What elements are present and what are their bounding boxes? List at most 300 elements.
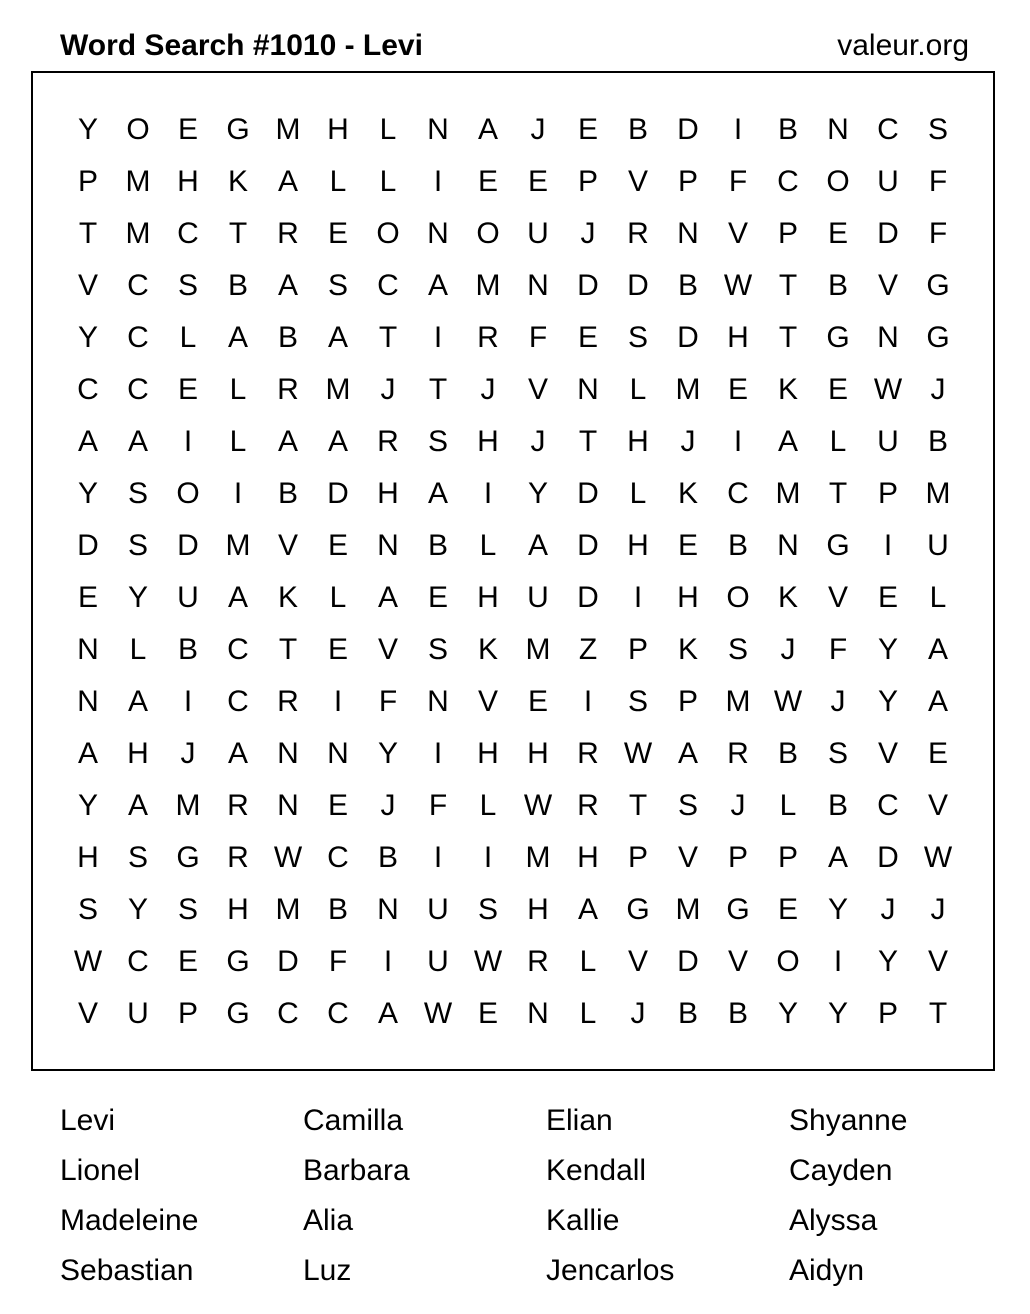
grid-cell[interactable]: N bbox=[277, 737, 299, 770]
grid-cell[interactable]: W bbox=[723, 269, 753, 302]
grid-cell[interactable]: T bbox=[578, 425, 598, 458]
grid-cell[interactable]: J bbox=[180, 737, 196, 770]
grid-cell[interactable]: S bbox=[77, 893, 98, 926]
grid-cell[interactable]: P bbox=[177, 997, 198, 1030]
grid-cell[interactable]: S bbox=[177, 893, 198, 926]
grid-cell[interactable]: F bbox=[928, 165, 948, 198]
grid-cell[interactable]: J bbox=[880, 893, 896, 926]
grid-cell[interactable]: M bbox=[675, 893, 701, 926]
grid-cell[interactable]: F bbox=[728, 165, 748, 198]
grid-cell[interactable]: A bbox=[277, 269, 298, 302]
grid-cell[interactable]: M bbox=[475, 269, 501, 302]
grid-cell[interactable]: N bbox=[527, 997, 549, 1030]
grid-cell[interactable]: U bbox=[877, 425, 899, 458]
grid-cell[interactable]: S bbox=[827, 737, 848, 770]
grid-cell[interactable]: B bbox=[727, 997, 748, 1030]
grid-cell[interactable]: A bbox=[677, 737, 698, 770]
grid-cell[interactable]: A bbox=[927, 685, 948, 718]
grid-cell[interactable]: A bbox=[527, 529, 548, 562]
grid-cell[interactable]: A bbox=[227, 737, 248, 770]
grid-cell[interactable]: N bbox=[77, 633, 99, 666]
grid-cell[interactable]: B bbox=[277, 477, 298, 510]
grid-cell[interactable]: B bbox=[177, 633, 198, 666]
grid-cell[interactable]: L bbox=[629, 477, 647, 510]
grid-cell[interactable]: B bbox=[827, 789, 848, 822]
grid-cell[interactable]: W bbox=[273, 841, 303, 874]
grid-cell[interactable]: M bbox=[325, 373, 351, 406]
grid-cell[interactable]: S bbox=[127, 477, 148, 510]
grid-cell[interactable]: J bbox=[580, 217, 596, 250]
grid-cell[interactable]: O bbox=[376, 217, 400, 250]
grid-cell[interactable]: C bbox=[127, 373, 149, 406]
grid-cell[interactable]: B bbox=[427, 529, 448, 562]
grid-cell[interactable]: M bbox=[525, 841, 551, 874]
grid-cell[interactable]: V bbox=[727, 945, 748, 978]
grid-cell[interactable]: O bbox=[776, 945, 800, 978]
grid-cell[interactable]: K bbox=[677, 477, 698, 510]
grid-cell[interactable]: M bbox=[775, 477, 801, 510]
grid-cell[interactable]: J bbox=[830, 685, 846, 718]
grid-cell[interactable]: D bbox=[877, 841, 899, 874]
grid-cell[interactable]: E bbox=[327, 633, 348, 666]
grid-cell[interactable]: W bbox=[523, 789, 553, 822]
grid-cell[interactable]: E bbox=[577, 113, 598, 146]
grid-cell[interactable]: V bbox=[477, 685, 498, 718]
grid-cell[interactable]: I bbox=[733, 425, 743, 458]
grid-cell[interactable]: R bbox=[227, 841, 249, 874]
grid-cell[interactable]: M bbox=[725, 685, 751, 718]
grid-cell[interactable]: L bbox=[229, 373, 247, 406]
grid-cell[interactable]: P bbox=[777, 217, 798, 250]
grid-cell[interactable]: R bbox=[227, 789, 249, 822]
grid-cell[interactable]: S bbox=[127, 529, 148, 562]
grid-cell[interactable]: V bbox=[677, 841, 698, 874]
grid-cell[interactable]: G bbox=[926, 269, 950, 302]
grid-cell[interactable]: U bbox=[427, 893, 449, 926]
grid-cell[interactable]: S bbox=[727, 633, 748, 666]
grid-cell[interactable]: G bbox=[226, 113, 250, 146]
grid-cell[interactable]: D bbox=[577, 581, 599, 614]
grid-cell[interactable]: J bbox=[730, 789, 746, 822]
grid-cell[interactable]: T bbox=[228, 217, 248, 250]
grid-cell[interactable]: V bbox=[77, 997, 98, 1030]
grid-cell[interactable]: V bbox=[927, 945, 948, 978]
grid-cell[interactable]: R bbox=[727, 737, 749, 770]
grid-cell[interactable]: H bbox=[677, 581, 699, 614]
grid-cell[interactable]: W bbox=[873, 373, 903, 406]
grid-cell[interactable]: S bbox=[427, 425, 448, 458]
grid-cell[interactable]: T bbox=[278, 633, 298, 666]
grid-cell[interactable]: I bbox=[583, 685, 593, 718]
grid-cell[interactable]: V bbox=[927, 789, 948, 822]
grid-cell[interactable]: Y bbox=[877, 945, 898, 978]
grid-cell[interactable]: D bbox=[327, 477, 349, 510]
grid-cell[interactable]: H bbox=[527, 893, 549, 926]
grid-cell[interactable]: F bbox=[528, 321, 548, 354]
grid-cell[interactable]: N bbox=[427, 217, 449, 250]
grid-cell[interactable]: R bbox=[627, 217, 649, 250]
grid-cell[interactable]: T bbox=[778, 269, 798, 302]
grid-cell[interactable]: R bbox=[577, 789, 599, 822]
grid-cell[interactable]: B bbox=[827, 269, 848, 302]
grid-cell[interactable]: R bbox=[477, 321, 499, 354]
grid-cell[interactable]: D bbox=[677, 113, 699, 146]
grid-cell[interactable]: O bbox=[176, 477, 200, 510]
grid-cell[interactable]: P bbox=[677, 165, 698, 198]
grid-cell[interactable]: C bbox=[127, 269, 149, 302]
grid-cell[interactable]: D bbox=[677, 945, 699, 978]
grid-cell[interactable]: C bbox=[327, 997, 349, 1030]
grid-cell[interactable]: Y bbox=[77, 321, 98, 354]
grid-cell[interactable]: N bbox=[677, 217, 699, 250]
grid-cell[interactable]: H bbox=[327, 113, 349, 146]
grid-cell[interactable]: E bbox=[77, 581, 98, 614]
grid-cell[interactable]: N bbox=[427, 685, 449, 718]
grid-cell[interactable]: K bbox=[277, 581, 298, 614]
grid-cell[interactable]: L bbox=[579, 997, 597, 1030]
grid-cell[interactable]: B bbox=[677, 997, 698, 1030]
grid-cell[interactable]: Y bbox=[77, 113, 98, 146]
grid-cell[interactable]: M bbox=[525, 633, 551, 666]
grid-cell[interactable]: G bbox=[826, 321, 850, 354]
grid-cell[interactable]: C bbox=[877, 789, 899, 822]
grid-cell[interactable]: U bbox=[927, 529, 949, 562]
grid-cell[interactable]: A bbox=[77, 425, 98, 458]
grid-cell[interactable]: N bbox=[777, 529, 799, 562]
grid-cell[interactable]: O bbox=[476, 217, 500, 250]
grid-cell[interactable]: Y bbox=[777, 997, 798, 1030]
grid-cell[interactable]: C bbox=[377, 269, 399, 302]
grid-cell[interactable]: H bbox=[727, 321, 749, 354]
grid-cell[interactable]: R bbox=[527, 945, 549, 978]
grid-cell[interactable]: J bbox=[380, 373, 396, 406]
grid-cell[interactable]: M bbox=[275, 893, 301, 926]
grid-cell[interactable]: I bbox=[183, 425, 193, 458]
grid-cell[interactable]: E bbox=[677, 529, 698, 562]
grid-cell[interactable]: R bbox=[277, 685, 299, 718]
grid-cell[interactable]: H bbox=[127, 737, 149, 770]
grid-cell[interactable]: B bbox=[377, 841, 398, 874]
grid-cell[interactable]: L bbox=[479, 789, 497, 822]
grid-cell[interactable]: O bbox=[726, 581, 750, 614]
grid-cell[interactable]: I bbox=[383, 945, 393, 978]
grid-cell[interactable]: N bbox=[527, 269, 549, 302]
grid-cell[interactable]: J bbox=[930, 893, 946, 926]
grid-cell[interactable]: D bbox=[277, 945, 299, 978]
grid-cell[interactable]: B bbox=[277, 321, 298, 354]
grid-cell[interactable]: E bbox=[327, 217, 348, 250]
grid-cell[interactable]: E bbox=[427, 581, 448, 614]
grid-cell[interactable]: E bbox=[327, 789, 348, 822]
grid-cell[interactable]: E bbox=[877, 581, 898, 614]
grid-cell[interactable]: V bbox=[627, 945, 648, 978]
grid-cell[interactable]: D bbox=[577, 269, 599, 302]
grid-cell[interactable]: A bbox=[227, 581, 248, 614]
grid-cell[interactable]: T bbox=[378, 321, 398, 354]
grid-cell[interactable]: I bbox=[883, 529, 893, 562]
grid-cell[interactable]: A bbox=[327, 321, 348, 354]
grid-cell[interactable]: B bbox=[777, 113, 798, 146]
grid-cell[interactable]: U bbox=[877, 165, 899, 198]
grid-cell[interactable]: D bbox=[77, 529, 99, 562]
grid-cell[interactable]: Y bbox=[127, 893, 148, 926]
grid-cell[interactable]: S bbox=[327, 269, 348, 302]
grid-cell[interactable]: M bbox=[225, 529, 251, 562]
grid-cell[interactable]: I bbox=[433, 321, 443, 354]
grid-cell[interactable]: C bbox=[177, 217, 199, 250]
grid-cell[interactable]: Y bbox=[877, 633, 898, 666]
grid-cell[interactable]: U bbox=[127, 997, 149, 1030]
grid-cell[interactable]: M bbox=[125, 165, 151, 198]
grid-cell[interactable]: N bbox=[277, 789, 299, 822]
grid-cell[interactable]: W bbox=[623, 737, 653, 770]
grid-cell[interactable]: Y bbox=[827, 997, 848, 1030]
grid-cell[interactable]: B bbox=[627, 113, 648, 146]
grid-cell[interactable]: H bbox=[477, 737, 499, 770]
grid-cell[interactable]: P bbox=[577, 165, 598, 198]
grid-cell[interactable]: Y bbox=[127, 581, 148, 614]
grid-cell[interactable]: P bbox=[677, 685, 698, 718]
grid-cell[interactable]: E bbox=[827, 217, 848, 250]
grid-cell[interactable]: I bbox=[333, 685, 343, 718]
grid-cell[interactable]: W bbox=[923, 841, 953, 874]
grid-cell[interactable]: V bbox=[527, 373, 548, 406]
grid-cell[interactable]: A bbox=[477, 113, 498, 146]
grid-cell[interactable]: A bbox=[277, 165, 298, 198]
grid-cell[interactable]: D bbox=[877, 217, 899, 250]
grid-cell[interactable]: N bbox=[377, 893, 399, 926]
grid-cell[interactable]: M bbox=[925, 477, 951, 510]
grid-cell[interactable]: M bbox=[275, 113, 301, 146]
grid-cell[interactable]: C bbox=[727, 477, 749, 510]
grid-cell[interactable]: R bbox=[277, 217, 299, 250]
grid-cell[interactable]: K bbox=[777, 581, 798, 614]
grid-cell[interactable]: H bbox=[477, 425, 499, 458]
grid-cell[interactable]: B bbox=[777, 737, 798, 770]
grid-cell[interactable]: A bbox=[127, 685, 148, 718]
grid-cell[interactable]: V bbox=[877, 737, 898, 770]
grid-cell[interactable]: A bbox=[427, 269, 448, 302]
grid-cell[interactable]: S bbox=[127, 841, 148, 874]
grid-cell[interactable]: G bbox=[176, 841, 200, 874]
grid-cell[interactable]: L bbox=[779, 789, 797, 822]
grid-cell[interactable]: L bbox=[329, 165, 347, 198]
grid-cell[interactable]: G bbox=[226, 945, 250, 978]
grid-cell[interactable]: S bbox=[927, 113, 948, 146]
grid-cell[interactable]: V bbox=[277, 529, 298, 562]
grid-cell[interactable]: A bbox=[577, 893, 598, 926]
grid-cell[interactable]: J bbox=[680, 425, 696, 458]
grid-cell[interactable]: F bbox=[928, 217, 948, 250]
grid-cell[interactable]: L bbox=[229, 425, 247, 458]
grid-cell[interactable]: N bbox=[327, 737, 349, 770]
grid-cell[interactable]: D bbox=[577, 529, 599, 562]
grid-cell[interactable]: E bbox=[727, 373, 748, 406]
grid-cell[interactable]: Y bbox=[377, 737, 398, 770]
grid-cell[interactable]: G bbox=[626, 893, 650, 926]
grid-cell[interactable]: C bbox=[227, 685, 249, 718]
grid-cell[interactable]: K bbox=[777, 373, 798, 406]
grid-cell[interactable]: P bbox=[627, 841, 648, 874]
grid-cell[interactable]: W bbox=[473, 945, 503, 978]
grid-cell[interactable]: I bbox=[833, 945, 843, 978]
grid-cell[interactable]: Y bbox=[527, 477, 548, 510]
grid-cell[interactable]: C bbox=[77, 373, 99, 406]
grid-cell[interactable]: L bbox=[579, 945, 597, 978]
grid-cell[interactable]: Y bbox=[877, 685, 898, 718]
grid-cell[interactable]: E bbox=[927, 737, 948, 770]
grid-cell[interactable]: A bbox=[327, 425, 348, 458]
grid-cell[interactable]: H bbox=[477, 581, 499, 614]
grid-cell[interactable]: F bbox=[378, 685, 398, 718]
grid-cell[interactable]: F bbox=[328, 945, 348, 978]
grid-cell[interactable]: S bbox=[627, 685, 648, 718]
grid-cell[interactable]: T bbox=[928, 997, 948, 1030]
grid-cell[interactable]: L bbox=[929, 581, 947, 614]
grid-cell[interactable]: B bbox=[227, 269, 248, 302]
grid-cell[interactable]: H bbox=[77, 841, 99, 874]
grid-cell[interactable]: A bbox=[427, 477, 448, 510]
grid-cell[interactable]: E bbox=[527, 685, 548, 718]
grid-cell[interactable]: J bbox=[780, 633, 796, 666]
grid-cell[interactable]: P bbox=[877, 997, 898, 1030]
grid-cell[interactable]: B bbox=[327, 893, 348, 926]
grid-cell[interactable]: N bbox=[377, 529, 399, 562]
grid-cell[interactable]: E bbox=[177, 945, 198, 978]
grid-cell[interactable]: F bbox=[828, 633, 848, 666]
grid-cell[interactable]: M bbox=[675, 373, 701, 406]
grid-cell[interactable]: L bbox=[479, 529, 497, 562]
grid-cell[interactable]: A bbox=[127, 425, 148, 458]
grid-cell[interactable]: E bbox=[177, 113, 198, 146]
grid-cell[interactable]: D bbox=[577, 477, 599, 510]
grid-cell[interactable]: K bbox=[677, 633, 698, 666]
grid-cell[interactable]: B bbox=[677, 269, 698, 302]
grid-cell[interactable]: A bbox=[127, 789, 148, 822]
grid-cell[interactable]: J bbox=[630, 997, 646, 1030]
grid-cell[interactable]: S bbox=[177, 269, 198, 302]
grid-cell[interactable]: P bbox=[877, 477, 898, 510]
grid-cell[interactable]: E bbox=[777, 893, 798, 926]
grid-cell[interactable]: P bbox=[627, 633, 648, 666]
grid-cell[interactable]: C bbox=[127, 945, 149, 978]
grid-cell[interactable]: J bbox=[530, 113, 546, 146]
grid-cell[interactable]: H bbox=[627, 425, 649, 458]
grid-cell[interactable]: A bbox=[777, 425, 798, 458]
grid-cell[interactable]: N bbox=[77, 685, 99, 718]
grid-cell[interactable]: A bbox=[77, 737, 98, 770]
grid-cell[interactable]: C bbox=[777, 165, 799, 198]
grid-cell[interactable]: L bbox=[379, 165, 397, 198]
grid-cell[interactable]: T bbox=[428, 373, 448, 406]
grid-cell[interactable]: L bbox=[629, 373, 647, 406]
grid-cell[interactable]: L bbox=[179, 321, 197, 354]
grid-cell[interactable]: W bbox=[423, 997, 453, 1030]
grid-cell[interactable]: G bbox=[226, 997, 250, 1030]
grid-cell[interactable]: H bbox=[577, 841, 599, 874]
grid-cell[interactable]: C bbox=[277, 997, 299, 1030]
grid-cell[interactable]: W bbox=[73, 945, 103, 978]
grid-cell[interactable]: H bbox=[227, 893, 249, 926]
grid-cell[interactable]: C bbox=[327, 841, 349, 874]
grid-cell[interactable]: U bbox=[427, 945, 449, 978]
grid-cell[interactable]: T bbox=[628, 789, 648, 822]
grid-cell[interactable]: U bbox=[527, 217, 549, 250]
grid-cell[interactable]: E bbox=[477, 997, 498, 1030]
grid-cell[interactable]: J bbox=[480, 373, 496, 406]
grid-cell[interactable]: A bbox=[377, 997, 398, 1030]
grid-cell[interactable]: V bbox=[377, 633, 398, 666]
grid-cell[interactable]: Y bbox=[77, 789, 98, 822]
grid-cell[interactable]: D bbox=[677, 321, 699, 354]
grid-cell[interactable]: E bbox=[527, 165, 548, 198]
grid-cell[interactable]: J bbox=[530, 425, 546, 458]
grid-cell[interactable]: U bbox=[177, 581, 199, 614]
grid-cell[interactable]: Y bbox=[77, 477, 98, 510]
grid-cell[interactable]: I bbox=[183, 685, 193, 718]
grid-cell[interactable]: V bbox=[627, 165, 648, 198]
grid-cell[interactable]: B bbox=[727, 529, 748, 562]
grid-cell[interactable]: Z bbox=[578, 633, 598, 666]
grid-cell[interactable]: L bbox=[329, 581, 347, 614]
grid-cell[interactable]: N bbox=[577, 373, 599, 406]
grid-cell[interactable]: V bbox=[77, 269, 98, 302]
grid-cell[interactable]: E bbox=[327, 529, 348, 562]
grid-cell[interactable]: C bbox=[877, 113, 899, 146]
grid-cell[interactable]: A bbox=[927, 633, 948, 666]
grid-cell[interactable]: R bbox=[577, 737, 599, 770]
grid-cell[interactable]: C bbox=[227, 633, 249, 666]
grid-cell[interactable]: P bbox=[77, 165, 98, 198]
grid-cell[interactable]: S bbox=[427, 633, 448, 666]
grid-cell[interactable]: H bbox=[177, 165, 199, 198]
grid-cell[interactable]: L bbox=[379, 113, 397, 146]
grid-cell[interactable]: A bbox=[277, 425, 298, 458]
grid-cell[interactable]: H bbox=[627, 529, 649, 562]
grid-cell[interactable]: V bbox=[727, 217, 748, 250]
grid-cell[interactable]: E bbox=[477, 165, 498, 198]
grid-cell[interactable]: A bbox=[227, 321, 248, 354]
grid-cell[interactable]: K bbox=[477, 633, 498, 666]
grid-cell[interactable]: I bbox=[433, 165, 443, 198]
grid-cell[interactable]: I bbox=[483, 477, 493, 510]
grid-cell[interactable]: Y bbox=[827, 893, 848, 926]
grid-cell[interactable]: G bbox=[826, 529, 850, 562]
grid-cell[interactable]: U bbox=[527, 581, 549, 614]
grid-cell[interactable]: G bbox=[926, 321, 950, 354]
grid-cell[interactable]: T bbox=[828, 477, 848, 510]
grid-cell[interactable]: B bbox=[927, 425, 948, 458]
grid-cell[interactable]: H bbox=[527, 737, 549, 770]
grid-cell[interactable]: O bbox=[126, 113, 150, 146]
grid-cell[interactable]: E bbox=[577, 321, 598, 354]
grid-cell[interactable]: T bbox=[778, 321, 798, 354]
grid-cell[interactable]: S bbox=[627, 321, 648, 354]
grid-cell[interactable]: M bbox=[175, 789, 201, 822]
grid-cell[interactable]: D bbox=[627, 269, 649, 302]
grid-cell[interactable]: E bbox=[827, 373, 848, 406]
grid-cell[interactable]: P bbox=[727, 841, 748, 874]
grid-cell[interactable]: S bbox=[677, 789, 698, 822]
grid-cell[interactable]: O bbox=[826, 165, 850, 198]
grid-cell[interactable]: I bbox=[633, 581, 643, 614]
grid-cell[interactable]: H bbox=[377, 477, 399, 510]
grid-cell[interactable]: R bbox=[277, 373, 299, 406]
grid-cell[interactable]: I bbox=[433, 737, 443, 770]
grid-cell[interactable]: T bbox=[78, 217, 98, 250]
grid-cell[interactable]: I bbox=[483, 841, 493, 874]
grid-cell[interactable]: J bbox=[380, 789, 396, 822]
